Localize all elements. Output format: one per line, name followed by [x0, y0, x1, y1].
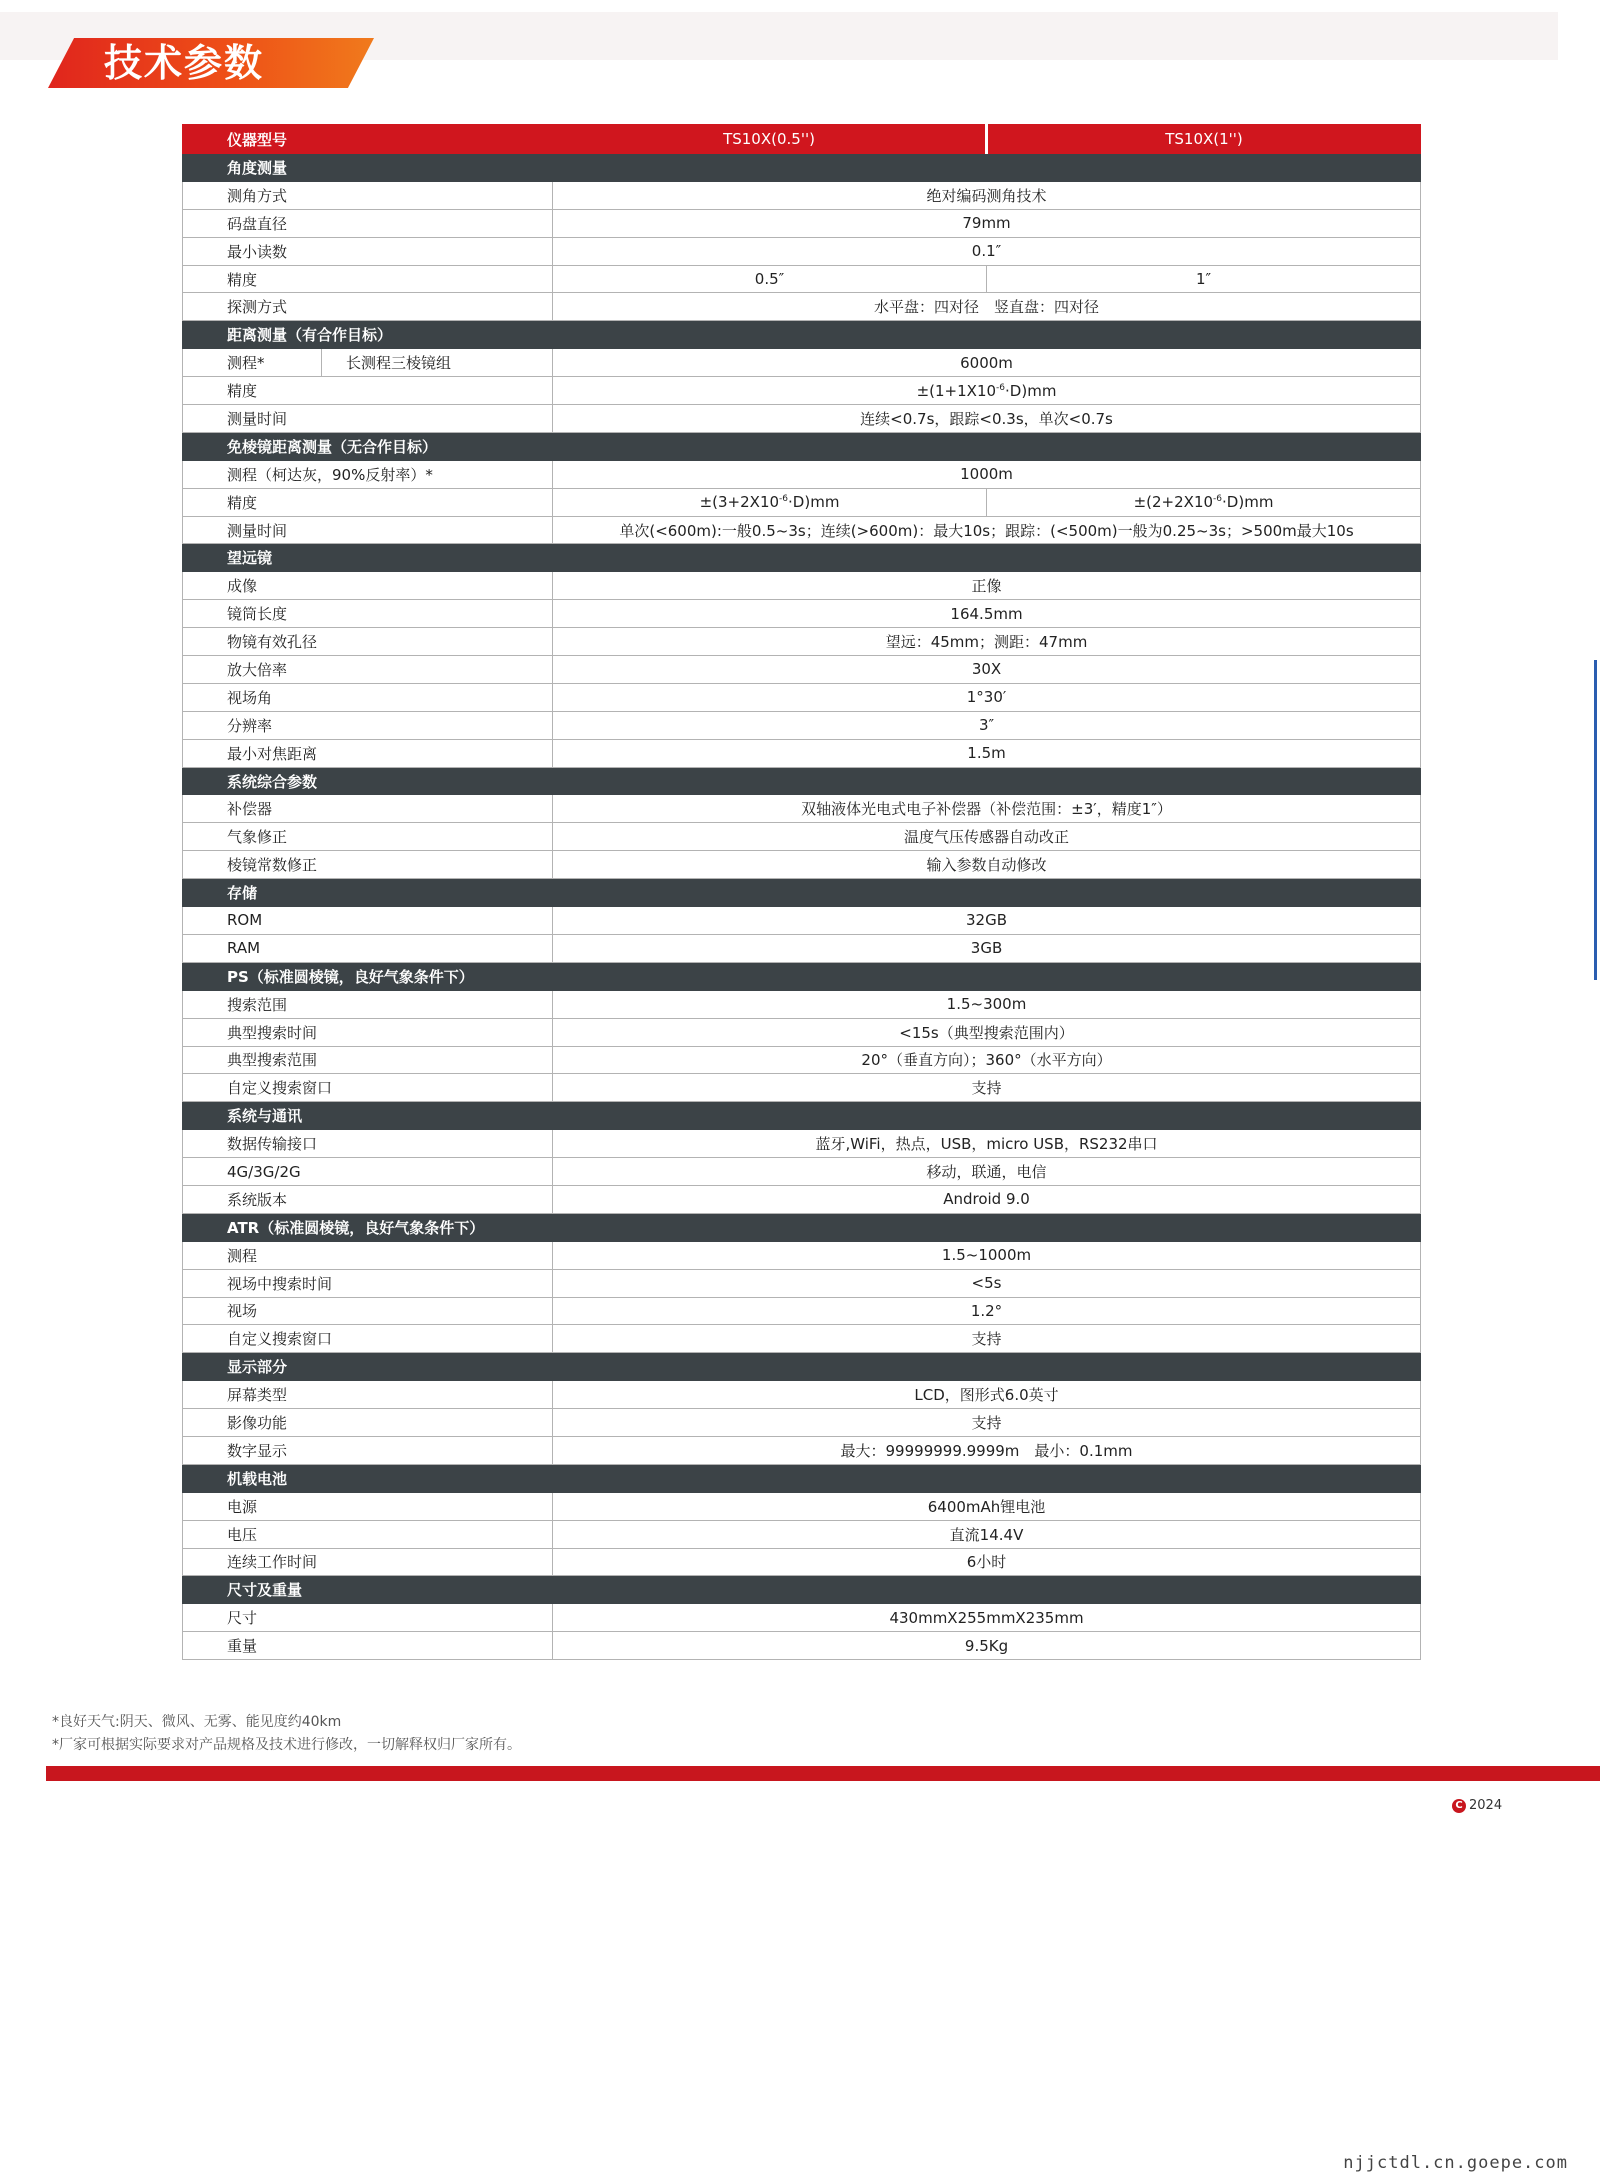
spec-row — [183, 1325, 1421, 1353]
spec-label: 放大倍率 — [183, 656, 553, 684]
spec-row — [183, 656, 1421, 684]
spec-sublabel: 长测程三棱镜组 — [322, 349, 553, 377]
spec-label: RAM — [183, 934, 553, 962]
spec-row — [183, 1269, 1421, 1297]
spec-row — [183, 1492, 1421, 1520]
spec-row — [183, 460, 1421, 488]
spec-value: 1°30′ — [553, 683, 1421, 711]
spec-label: 补偿器 — [183, 795, 553, 823]
section-title: 尺寸及重量 — [183, 1576, 1421, 1604]
spec-label: 测程 — [183, 1241, 553, 1269]
spec-row — [183, 237, 1421, 265]
spec-value: 0.5″ — [553, 265, 987, 293]
spec-value: 望远：45mm；测距：47mm — [553, 628, 1421, 656]
spec-row — [183, 349, 1421, 377]
spec-label: 测量时间 — [183, 405, 553, 433]
spec-row — [183, 1548, 1421, 1576]
spec-label: 探测方式 — [183, 293, 553, 321]
spec-label: 自定义搜索窗口 — [183, 1325, 553, 1353]
spec-value: 3″ — [553, 711, 1421, 739]
spec-row — [183, 1381, 1421, 1409]
spec-value: 连续<0.7s，跟踪<0.3s，单次<0.7s — [553, 405, 1421, 433]
spec-label: 物镜有效孔径 — [183, 628, 553, 656]
spec-value: 单次(<600m):一般0.5~3s；连续(>600m)：最大10s；跟踪：(<500m)一般为0.25~3s；>500m最大10s — [553, 516, 1421, 544]
spec-row — [183, 795, 1421, 823]
model-name: TS10X(0.5'') — [553, 125, 987, 154]
section-title: 机载电池 — [183, 1464, 1421, 1492]
section-title: ATR（标准圆棱镜，良好气象条件下） — [183, 1213, 1421, 1241]
spec-label: 精度 — [183, 377, 553, 405]
spec-row — [183, 739, 1421, 767]
spec-value: 最大：99999999.9999m 最小：0.1mm — [553, 1436, 1421, 1464]
value-exponent: -6 — [1213, 494, 1223, 505]
section-title: 角度测量 — [183, 154, 1421, 182]
section-header-row — [183, 962, 1421, 990]
value-part: ·D)mm — [1222, 493, 1274, 512]
spec-row — [183, 1604, 1421, 1632]
spec-value: 水平盘：四对径 竖直盘：四对径 — [553, 293, 1421, 321]
spec-label: 成像 — [183, 572, 553, 600]
spec-value: LCD，图形式6.0英寸 — [553, 1381, 1421, 1409]
spec-value: 移动，联通，电信 — [553, 1158, 1421, 1186]
spec-row — [183, 1520, 1421, 1548]
spec-value: 输入参数自动修改 — [553, 851, 1421, 879]
side-mark — [1594, 660, 1597, 980]
spec-row — [183, 628, 1421, 656]
spec-value: 1.5~300m — [553, 990, 1421, 1018]
section-header-row — [183, 1464, 1421, 1492]
spec-value: 1.5~1000m — [553, 1241, 1421, 1269]
spec-row — [183, 683, 1421, 711]
spec-value: <5s — [553, 1269, 1421, 1297]
spec-label: 重量 — [183, 1632, 553, 1660]
spec-value: 绝对编码测角技术 — [553, 181, 1421, 209]
spec-label: 精度 — [183, 265, 553, 293]
copyright-icon: C — [1452, 1799, 1466, 1813]
section-title: 距离测量（有合作目标） — [183, 321, 1421, 349]
section-title: 存储 — [183, 879, 1421, 907]
spec-label: 电压 — [183, 1520, 553, 1548]
section-title: 免棱镜距离测量（无合作目标） — [183, 432, 1421, 460]
section-header-row — [183, 1102, 1421, 1130]
section-title: 显示部分 — [183, 1353, 1421, 1381]
value-part: ±(2+2X10 — [1133, 493, 1214, 512]
spec-label: 典型搜索范围 — [183, 1046, 553, 1074]
footnote: *良好天气:阴天、微风、无雾、能见度约40km — [52, 1714, 342, 1730]
spec-row — [183, 1074, 1421, 1102]
spec-value: 支持 — [553, 1074, 1421, 1102]
spec-row — [183, 1018, 1421, 1046]
spec-row — [183, 711, 1421, 739]
copyright-year: 2024 — [1469, 1798, 1503, 1813]
section-header-row — [183, 154, 1421, 182]
value-exponent: -6 — [996, 382, 1006, 393]
spec-value: 430mmX255mmX235mm — [553, 1604, 1421, 1632]
spec-row — [183, 265, 1421, 293]
spec-value: 直流14.4V — [553, 1520, 1421, 1548]
spec-value: 3GB — [553, 934, 1421, 962]
footnote: *厂家可根据实际要求对产品规格及技术进行修改，一切解释权归厂家所有。 — [52, 1737, 521, 1753]
spec-row — [183, 1436, 1421, 1464]
model-name: TS10X(1'') — [987, 125, 1421, 154]
copyright — [1452, 1798, 1502, 1813]
spec-label: 视场角 — [183, 683, 553, 711]
spec-label: 码盘直径 — [183, 209, 553, 237]
page-title: 技术参数 — [104, 41, 265, 85]
spec-row — [183, 1409, 1421, 1437]
spec-row — [183, 181, 1421, 209]
spec-label: 测量时间 — [183, 516, 553, 544]
spec-row — [183, 1632, 1421, 1660]
spec-value: 6400mAh锂电池 — [553, 1492, 1421, 1520]
spec-value: 30X — [553, 656, 1421, 684]
spec-label: 镜筒长度 — [183, 600, 553, 628]
spec-value: 6000m — [553, 349, 1421, 377]
spec-value: 164.5mm — [553, 600, 1421, 628]
value-part: ·D)mm — [1005, 381, 1057, 400]
spec-row — [183, 823, 1421, 851]
section-header-row — [183, 1353, 1421, 1381]
section-header-row — [183, 1213, 1421, 1241]
spec-row — [183, 907, 1421, 935]
watermark: njjctdl.cn.goepe.com — [1343, 2153, 1568, 2173]
spec-label: 电源 — [183, 1492, 553, 1520]
spec-row — [183, 990, 1421, 1018]
spec-label: 数据传输接口 — [183, 1130, 553, 1158]
value-exponent: -6 — [779, 494, 789, 505]
spec-label: 气象修正 — [183, 823, 553, 851]
spec-label: 测角方式 — [183, 181, 553, 209]
spec-label: 自定义搜索窗口 — [183, 1074, 553, 1102]
section-title: PS（标准圆棱镜，良好气象条件下） — [183, 962, 1421, 990]
spec-value: <15s（典型搜索范围内） — [553, 1018, 1421, 1046]
spec-value: 32GB — [553, 907, 1421, 935]
spec-value: Android 9.0 — [553, 1185, 1421, 1213]
section-header-row — [183, 1576, 1421, 1604]
spec-value: 20°（垂直方向）；360°（水平方向） — [553, 1046, 1421, 1074]
spec-row — [183, 1297, 1421, 1325]
spec-label: 系统版本 — [183, 1185, 553, 1213]
spec-value: 0.1″ — [553, 237, 1421, 265]
spec-label: 最小对焦距离 — [183, 739, 553, 767]
spec-label: 搜索范围 — [183, 990, 553, 1018]
section-header-row — [183, 767, 1421, 795]
spec-value: 温度气压传感器自动改正 — [553, 823, 1421, 851]
spec-label: 典型搜索时间 — [183, 1018, 553, 1046]
spec-row — [183, 600, 1421, 628]
spec-label: ROM — [183, 907, 553, 935]
section-header-row — [183, 879, 1421, 907]
spec-value: 1000m — [553, 460, 1421, 488]
spec-row — [183, 851, 1421, 879]
spec-value: 1″ — [987, 265, 1421, 293]
spec-value: 1.2° — [553, 1297, 1421, 1325]
spec-label: 视场 — [183, 1297, 553, 1325]
spec-row — [183, 1130, 1421, 1158]
spec-row — [183, 1241, 1421, 1269]
footnotes — [52, 1711, 521, 1757]
spec-row — [183, 377, 1421, 405]
spec-label: 棱镜常数修正 — [183, 851, 553, 879]
spec-label: 数字显示 — [183, 1436, 553, 1464]
spec-value: 正像 — [553, 572, 1421, 600]
spec-value — [553, 488, 987, 516]
spec-row — [183, 1185, 1421, 1213]
spec-row — [183, 516, 1421, 544]
section-title: 望远镜 — [183, 544, 1421, 572]
spec-value: 1.5m — [553, 739, 1421, 767]
spec-value: 79mm — [553, 209, 1421, 237]
bottom-bar — [46, 1766, 1600, 1781]
value-part: ±(1+1X10 — [916, 381, 997, 400]
section-header-row — [183, 544, 1421, 572]
spec-value: 6小时 — [553, 1548, 1421, 1576]
spec-value: 蓝牙,WiFi，热点，USB，micro USB，RS232串口 — [553, 1130, 1421, 1158]
table-header-row — [183, 125, 1421, 154]
spec-value: 支持 — [553, 1409, 1421, 1437]
spec-value — [553, 377, 1421, 405]
spec-table — [182, 124, 1421, 1660]
spec-label: 最小读数 — [183, 237, 553, 265]
spec-label: 分辨率 — [183, 711, 553, 739]
section-header-row — [183, 432, 1421, 460]
section-header-row — [183, 321, 1421, 349]
spec-row — [183, 209, 1421, 237]
spec-row — [183, 405, 1421, 433]
spec-row — [183, 1046, 1421, 1074]
spec-value — [987, 488, 1421, 516]
spec-row — [183, 934, 1421, 962]
spec-label: 影像功能 — [183, 1409, 553, 1437]
model-label: 仪器型号 — [183, 125, 553, 154]
spec-row — [183, 572, 1421, 600]
spec-label: 尺寸 — [183, 1604, 553, 1632]
section-title: 系统综合参数 — [183, 767, 1421, 795]
spec-value: 双轴液体光电式电子补偿器（补偿范围：±3′，精度1″） — [553, 795, 1421, 823]
spec-row — [183, 488, 1421, 516]
spec-value: 9.5Kg — [553, 1632, 1421, 1660]
section-title: 系统与通讯 — [183, 1102, 1421, 1130]
value-part: ±(3+2X10 — [699, 493, 780, 512]
spec-label: 测程* — [183, 349, 322, 377]
spec-label: 屏幕类型 — [183, 1381, 553, 1409]
spec-label: 精度 — [183, 488, 553, 516]
spec-table-body — [183, 125, 1421, 1660]
spec-label: 视场中搜索时间 — [183, 1269, 553, 1297]
spec-row — [183, 293, 1421, 321]
spec-label: 测程（柯达灰，90%反射率）* — [183, 460, 553, 488]
spec-value: 支持 — [553, 1325, 1421, 1353]
spec-row — [183, 1158, 1421, 1186]
spec-label: 连续工作时间 — [183, 1548, 553, 1576]
value-part: ·D)mm — [788, 493, 840, 512]
spec-label: 4G/3G/2G — [183, 1158, 553, 1186]
